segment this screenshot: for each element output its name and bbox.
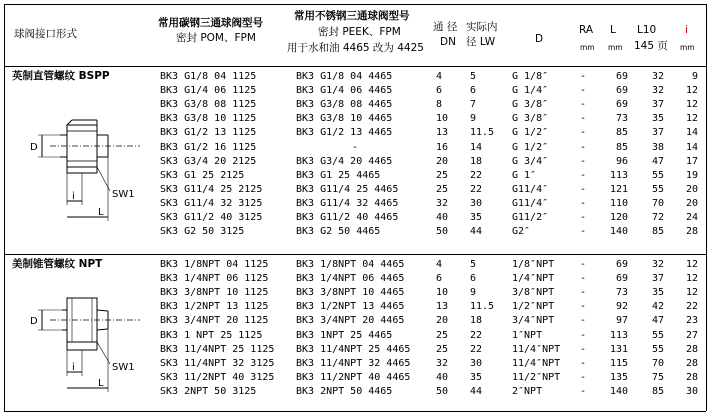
cell-i: 24 — [685, 212, 698, 223]
cell-i: 12 — [685, 85, 698, 97]
cell-l10: 70 — [651, 197, 664, 209]
cell-dn: 6 — [436, 85, 443, 97]
cell-ra: - — [580, 99, 587, 111]
cell-ra: - — [580, 183, 587, 195]
header-stainless-title: 常用不锈钢三通球阀型号 — [294, 10, 410, 22]
cell-stainless-model: BK3 G1/8 04 4465 — [296, 71, 393, 82]
cell-carbon-model: BK3 3/8NPT 10 1125 — [160, 287, 269, 299]
cell-l10: 55 — [651, 329, 664, 341]
cell-d: 11/2″NPT — [512, 371, 561, 383]
cell-l10: 37 — [651, 127, 664, 139]
cell-ra: - — [580, 287, 587, 299]
npt-fitting-drawing — [20, 290, 145, 400]
cell-i: 23 — [685, 315, 698, 327]
cell-carbon-model: SK3 2NPT 50 3125 — [160, 385, 257, 397]
header-ra-unit: mm — [580, 43, 595, 52]
cell-dn: 25 — [436, 169, 449, 181]
cell-i: 12 — [685, 99, 698, 111]
cell-l: 113 — [609, 169, 628, 181]
cell-stainless-model: BK3 G1/4 06 4465 — [296, 85, 393, 97]
cell-d: 2″NPT — [512, 385, 543, 397]
cell-lw: 9 — [470, 287, 477, 299]
cell-ra: - — [580, 226, 587, 238]
cell-stainless-model: - — [352, 141, 359, 153]
cell-dn: 13 — [436, 127, 449, 139]
cell-stainless-model: BK3 G3/4 20 4465 — [296, 155, 393, 167]
cell-l10: 35 — [651, 287, 664, 299]
npt-label-sw: SW1 — [112, 362, 135, 373]
cell-dn: 4 — [436, 259, 443, 270]
cell-l10: 55 — [651, 183, 664, 195]
cell-stainless-model: BK3 G1/2 13 4465 — [296, 127, 393, 139]
cell-l: 131 — [609, 343, 628, 355]
cell-lw: 22 — [470, 183, 483, 195]
header-l10: L10 — [637, 24, 657, 36]
cell-ra: - — [580, 85, 587, 97]
cell-ra: - — [580, 212, 587, 223]
cell-stainless-model: BK3 11/4NPT 32 4465 — [296, 357, 411, 369]
header-carbon-title: 常用碳钢三通球阀型号 — [158, 17, 263, 29]
npt-label-i: i — [72, 362, 75, 373]
cell-dn: 13 — [436, 301, 449, 313]
cell-dn: 50 — [436, 226, 449, 238]
cell-d: 11/4″NPT — [512, 343, 561, 355]
cell-lw: 5 — [470, 71, 477, 82]
cell-l: 85 — [615, 141, 628, 153]
cell-dn: 8 — [436, 99, 443, 111]
cell-i: 14 — [685, 141, 698, 153]
header-stainless-note: 用于水和油 4465 改为 4425 — [287, 42, 424, 54]
cell-i: 22 — [685, 301, 698, 313]
cell-i: 20 — [685, 183, 698, 195]
cell-d: G 1/8″ — [512, 71, 549, 82]
cell-lw: 35 — [470, 212, 483, 223]
table-row — [0, 70, 710, 84]
cell-dn: 25 — [436, 183, 449, 195]
cell-i: 28 — [685, 371, 698, 383]
section-title-npt: 美制锥管螺纹 NPT — [12, 258, 103, 270]
cell-l: 73 — [615, 287, 628, 299]
cell-d: G 1″ — [512, 169, 537, 181]
cell-i: 19 — [685, 169, 698, 181]
header-l: L — [610, 24, 616, 36]
cell-l: 73 — [615, 113, 628, 125]
header-l-unit: mm — [608, 43, 623, 52]
cell-i: 20 — [685, 197, 698, 209]
cell-ra: - — [580, 357, 587, 369]
cell-dn: 6 — [436, 273, 443, 285]
cell-l10: 38 — [651, 141, 664, 153]
cell-i: 12 — [685, 259, 698, 270]
cell-stainless-model: BK3 1/8NPT 04 4465 — [296, 259, 405, 270]
cell-i: 30 — [685, 385, 698, 397]
cell-l10: 72 — [651, 212, 664, 223]
cell-stainless-model: BK3 3/4NPT 20 4465 — [296, 315, 405, 327]
cell-lw: 22 — [470, 329, 483, 341]
cell-lw: 6 — [470, 85, 477, 97]
cell-d: 1/8″NPT — [512, 259, 555, 270]
cell-lw: 44 — [470, 385, 483, 397]
header-i: i — [685, 24, 688, 36]
cell-ra: - — [580, 141, 587, 153]
table-row — [0, 84, 710, 98]
header-carbon-seal: 密封 POM、FPM — [176, 32, 256, 44]
cell-dn: 50 — [436, 385, 449, 397]
cell-l: 110 — [609, 197, 628, 209]
cell-ra: - — [580, 169, 587, 181]
cell-d: 1″NPT — [512, 329, 543, 341]
cell-carbon-model: BK3 G3/8 08 1125 — [160, 99, 257, 111]
header-form: 球阀接口形式 — [14, 28, 77, 40]
cell-i: 28 — [685, 226, 698, 238]
cell-l: 92 — [615, 301, 628, 313]
cell-dn: 10 — [436, 287, 449, 299]
cell-carbon-model: SK3 G11/2 40 3125 — [160, 212, 263, 223]
cell-d: 11/4″NPT — [512, 357, 561, 369]
cell-l: 135 — [609, 371, 628, 383]
cell-carbon-model: BK3 1/2NPT 13 1125 — [160, 301, 269, 313]
cell-l: 113 — [609, 329, 628, 341]
cell-d: G 3/8″ — [512, 99, 549, 111]
cell-lw: 9 — [470, 113, 477, 125]
cell-l: 69 — [615, 85, 628, 97]
cell-d: G11/4″ — [512, 183, 549, 195]
cell-lw: 30 — [470, 357, 483, 369]
npt-label-d: D — [30, 316, 38, 327]
cell-d: G 3/8″ — [512, 113, 549, 125]
cell-l10: 85 — [651, 385, 664, 397]
cell-i: 14 — [685, 127, 698, 139]
cell-lw: 6 — [470, 273, 477, 285]
cell-dn: 32 — [436, 197, 449, 209]
cell-lw: 5 — [470, 259, 477, 270]
cell-ra: - — [580, 259, 587, 270]
cell-ra: - — [580, 155, 587, 167]
cell-lw: 7 — [470, 99, 477, 111]
cell-stainless-model: BK3 G2 50 4465 — [296, 226, 381, 238]
cell-l: 115 — [609, 357, 628, 369]
cell-lw: 35 — [470, 371, 483, 383]
cell-dn: 40 — [436, 212, 449, 223]
cell-carbon-model: BK3 G1/2 13 1125 — [160, 127, 257, 139]
cell-ra: - — [580, 329, 587, 341]
cell-ra: - — [580, 197, 587, 209]
cell-carbon-model: BK3 G1/8 04 1125 — [160, 71, 257, 82]
cell-d: 1/4″NPT — [512, 273, 555, 285]
cell-lw: 11.5 — [470, 301, 495, 313]
cell-lw: 11.5 — [470, 127, 495, 139]
cell-dn: 20 — [436, 155, 449, 167]
cell-lw: 18 — [470, 155, 483, 167]
cell-l10: 35 — [651, 113, 664, 125]
cell-carbon-model: SK3 G11/4 32 3125 — [160, 197, 263, 209]
cell-ra: - — [580, 273, 587, 285]
cell-d: G 1/2″ — [512, 141, 549, 153]
cell-carbon-model: BK3 G3/8 10 1125 — [160, 113, 257, 125]
npt-label-l: L — [98, 378, 104, 389]
cell-ra: - — [580, 385, 587, 397]
header-lw: 实际内 — [466, 21, 498, 33]
cell-d: G2″ — [512, 226, 531, 238]
cell-l10: 32 — [651, 259, 664, 270]
cell-l: 69 — [615, 99, 628, 111]
cell-l10: 32 — [651, 71, 664, 82]
cell-dn: 4 — [436, 71, 443, 82]
cell-l: 140 — [609, 226, 628, 238]
cell-stainless-model: BK3 11/4NPT 25 4465 — [296, 343, 411, 355]
cell-dn: 10 — [436, 113, 449, 125]
cell-carbon-model: BK3 G1/4 06 1125 — [160, 85, 257, 97]
header-stainless-seal: 密封 PEEK、FPM — [318, 26, 401, 38]
cell-carbon-model: SK3 G1 25 2125 — [160, 169, 245, 181]
cell-carbon-model: BK3 1 NPT 25 1125 — [160, 329, 263, 341]
cell-carbon-model: BK3 G1/2 16 1125 — [160, 141, 257, 153]
cell-l10: 55 — [651, 343, 664, 355]
cell-i: 12 — [685, 113, 698, 125]
header-bottom-border — [4, 66, 706, 67]
cell-stainless-model: BK3 G3/8 08 4465 — [296, 99, 393, 111]
table-row — [0, 225, 710, 239]
cell-stainless-model: BK3 G11/2 40 4465 — [296, 212, 399, 223]
cell-l: 140 — [609, 385, 628, 397]
cell-l10: 85 — [651, 226, 664, 238]
cell-l: 97 — [615, 315, 628, 327]
cell-lw: 18 — [470, 315, 483, 327]
table-row — [0, 98, 710, 112]
cell-stainless-model: BK3 G11/4 25 4465 — [296, 183, 399, 195]
cell-d: 3/4″NPT — [512, 315, 555, 327]
header-d: D — [535, 33, 544, 45]
cell-lw: 14 — [470, 141, 483, 153]
cell-stainless-model: BK3 1NPT 25 4465 — [296, 329, 393, 341]
cell-l: 69 — [615, 259, 628, 270]
cell-dn: 40 — [436, 371, 449, 383]
cell-l10: 37 — [651, 273, 664, 285]
cell-d: G 1/2″ — [512, 127, 549, 139]
cell-dn: 16 — [436, 141, 449, 153]
header-ra: RA — [579, 24, 594, 36]
cell-l: 121 — [609, 183, 628, 195]
section-divider — [4, 254, 706, 255]
cell-carbon-model: SK3 G3/4 20 2125 — [160, 155, 257, 167]
cell-carbon-model: BK3 1/8NPT 04 1125 — [160, 259, 269, 270]
cell-stainless-model: BK3 2NPT 50 4465 — [296, 385, 393, 397]
cell-l10: 47 — [651, 155, 664, 167]
cell-ra: - — [580, 113, 587, 125]
cell-i: 12 — [685, 273, 698, 285]
bspp-label-l: L — [98, 207, 104, 218]
cell-i: 17 — [685, 155, 698, 167]
header-dn: 通 径 — [433, 21, 458, 33]
cell-stainless-model: BK3 1/4NPT 06 4465 — [296, 273, 405, 285]
cell-i: 9 — [691, 71, 698, 82]
cell-d: 1/2″NPT — [512, 301, 555, 313]
cell-carbon-model: SK3 G2 50 3125 — [160, 226, 245, 238]
cell-lw: 22 — [470, 169, 483, 181]
cell-carbon-model: BK3 11/4NPT 25 1125 — [160, 343, 275, 355]
cell-l10: 37 — [651, 99, 664, 111]
bspp-label-d: D — [30, 142, 38, 153]
cell-i: 28 — [685, 357, 698, 369]
cell-d: G11/2″ — [512, 212, 549, 223]
cell-l: 96 — [615, 155, 628, 167]
cell-dn: 20 — [436, 315, 449, 327]
cell-carbon-model: BK3 3/4NPT 20 1125 — [160, 315, 269, 327]
cell-lw: 22 — [470, 343, 483, 355]
bspp-label-sw: SW1 — [112, 189, 135, 200]
cell-carbon-model: SK3 11/2NPT 40 3125 — [160, 371, 275, 383]
cell-stainless-model: BK3 G11/4 32 4465 — [296, 197, 399, 209]
cell-l10: 55 — [651, 169, 664, 181]
cell-d: G 3/4″ — [512, 155, 549, 167]
section-title-bspp: 英制直管螺纹 BSPP — [12, 70, 110, 82]
cell-ra: - — [580, 371, 587, 383]
cell-l10: 42 — [651, 301, 664, 313]
cell-carbon-model: SK3 11/4NPT 32 3125 — [160, 357, 275, 369]
cell-l: 85 — [615, 127, 628, 139]
cell-i: 12 — [685, 287, 698, 299]
cell-carbon-model: SK3 G11/4 25 2125 — [160, 183, 263, 195]
cell-carbon-model: BK3 1/4NPT 06 1125 — [160, 273, 269, 285]
cell-l10: 75 — [651, 371, 664, 383]
cell-l: 69 — [615, 71, 628, 82]
cell-d: 3/8″NPT — [512, 287, 555, 299]
cell-l10: 47 — [651, 315, 664, 327]
header-dn-sub: DN — [440, 36, 456, 48]
header-lw-sub: 径 LW — [466, 36, 496, 48]
cell-d: G11/4″ — [512, 197, 549, 209]
table-top-border — [4, 4, 706, 5]
header-l10-sub: 145 页 — [634, 40, 668, 52]
cell-l10: 70 — [651, 357, 664, 369]
cell-stainless-model: BK3 1/2NPT 13 4465 — [296, 301, 405, 313]
cell-ra: - — [580, 315, 587, 327]
cell-i: 27 — [685, 329, 698, 341]
cell-stainless-model: BK3 3/8NPT 10 4465 — [296, 287, 405, 299]
cell-dn: 32 — [436, 357, 449, 369]
bspp-label-i: i — [72, 191, 75, 202]
cell-stainless-model: BK3 11/2NPT 40 4465 — [296, 371, 411, 383]
table-row — [0, 272, 710, 286]
cell-stainless-model: BK3 G1 25 4465 — [296, 169, 381, 181]
cell-l10: 32 — [651, 85, 664, 97]
cell-ra: - — [580, 343, 587, 355]
cell-dn: 25 — [436, 343, 449, 355]
header-i-unit: mm — [680, 43, 695, 52]
cell-l: 69 — [615, 273, 628, 285]
cell-lw: 30 — [470, 197, 483, 209]
table-row — [0, 258, 710, 272]
cell-d: G 1/4″ — [512, 85, 549, 97]
bspp-fitting-drawing — [20, 115, 145, 227]
cell-i: 28 — [685, 343, 698, 355]
table-bottom-border — [4, 411, 706, 412]
cell-stainless-model: BK3 G3/8 10 4465 — [296, 113, 393, 125]
cell-ra: - — [580, 71, 587, 82]
cell-l: 120 — [609, 212, 628, 223]
cell-ra: - — [580, 301, 587, 313]
cell-ra: - — [580, 127, 587, 139]
cell-lw: 44 — [470, 226, 483, 238]
cell-dn: 25 — [436, 329, 449, 341]
